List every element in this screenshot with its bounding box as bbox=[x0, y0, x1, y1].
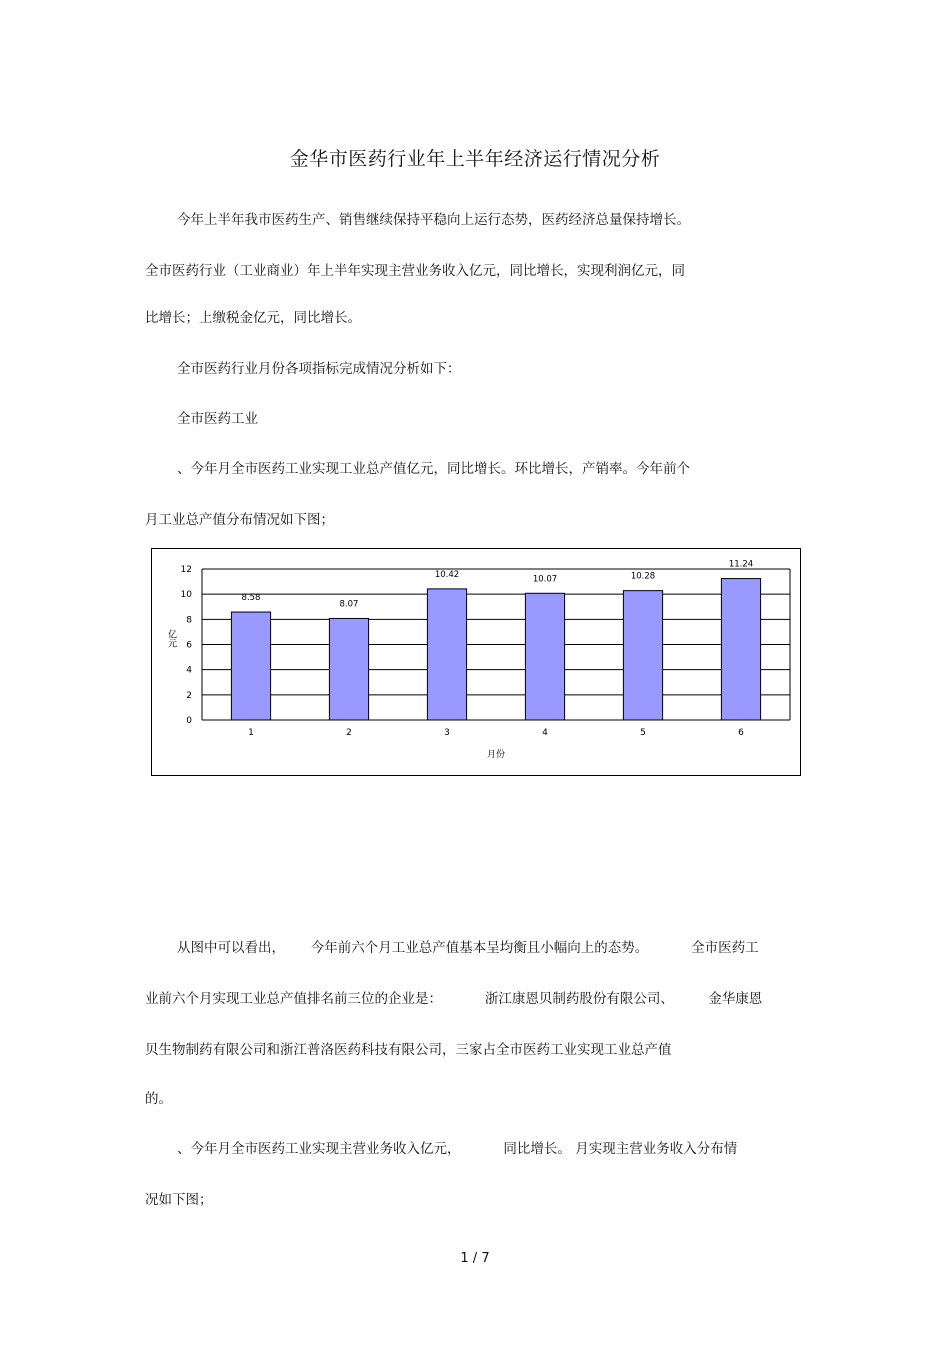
document-title: 金华市医药行业年上半年经济运行情况分析 bbox=[289, 148, 661, 170]
paragraph: 况如下图； bbox=[145, 1192, 213, 1208]
paragraph: 业前六个月实现工业总产值排名前三位的企业是： 浙江康恩贝制药股份有限公司、 金华康恩 bbox=[145, 991, 763, 1007]
paragraph: 今年上半年我市医药生产、销售继续保持平稳向上运行态势，医药经济总量保持增长。 bbox=[177, 212, 690, 228]
y-tick-label: 4 bbox=[186, 665, 192, 676]
x-tick-label: 3 bbox=[444, 728, 450, 738]
x-tick-label: 5 bbox=[640, 728, 646, 738]
bar bbox=[329, 618, 368, 720]
y-tick-label: 2 bbox=[186, 690, 192, 701]
paragraph: 全市医药行业月份各项指标完成情况分析如下： bbox=[177, 361, 461, 377]
paragraph: 全市医药行业（工业商业）年上半年实现主营业务收入亿元，同比增长，实现利润亿元，同 bbox=[145, 263, 685, 279]
x-tick-label: 4 bbox=[542, 728, 548, 738]
bar-chart bbox=[151, 548, 801, 776]
bar bbox=[721, 579, 760, 720]
paragraph: 的。 bbox=[145, 1091, 172, 1107]
data-label: 10.42 bbox=[434, 569, 460, 580]
data-label: 11.24 bbox=[728, 559, 754, 570]
section-heading: 全市医药工业 bbox=[177, 411, 258, 427]
bar bbox=[623, 591, 662, 720]
paragraph: 、今年月全市医药工业实现工业总产值亿元，同比增长。环比增长，产销率。今年前个 bbox=[177, 461, 690, 477]
y-tick-label: 8 bbox=[186, 615, 192, 626]
data-label: 8.58 bbox=[241, 593, 261, 604]
data-label: 8.07 bbox=[339, 599, 359, 610]
y-tick-label: 10 bbox=[180, 590, 192, 601]
paragraph: 比增长；上缴税金亿元，同比增长。 bbox=[145, 310, 361, 326]
y-tick-label: 0 bbox=[186, 716, 192, 726]
bar bbox=[525, 593, 564, 720]
data-label: 10.07 bbox=[532, 574, 558, 585]
paragraph: 贝生物制药有限公司和浙江普洛医药科技有限公司，三家占全市医药工业实现工业总产值 bbox=[145, 1042, 672, 1058]
data-label: 10.28 bbox=[630, 571, 656, 582]
y-axis-label: 亿元 bbox=[166, 629, 176, 648]
x-axis-label: 月份 bbox=[486, 750, 506, 760]
page-number: 1 / 7 bbox=[460, 1251, 490, 1266]
x-tick-label: 6 bbox=[738, 728, 744, 738]
y-tick-label: 6 bbox=[186, 640, 192, 651]
paragraph: 、今年月全市医药工业实现主营业务收入亿元， 同比增长。 月实现主营业务收入分布情 bbox=[177, 1141, 738, 1157]
x-tick-label: 1 bbox=[248, 728, 254, 738]
paragraph: 从图中可以看出， 今年前六个月工业总产值基本呈均衡且小幅向上的态势。 全市医药工 bbox=[177, 940, 759, 956]
chart-svg bbox=[152, 549, 800, 775]
paragraph: 月工业总产值分布情况如下图； bbox=[145, 512, 334, 528]
bar bbox=[231, 612, 270, 720]
x-tick-label: 2 bbox=[346, 728, 352, 738]
bar bbox=[427, 589, 466, 720]
y-tick-label: 12 bbox=[180, 565, 192, 575]
